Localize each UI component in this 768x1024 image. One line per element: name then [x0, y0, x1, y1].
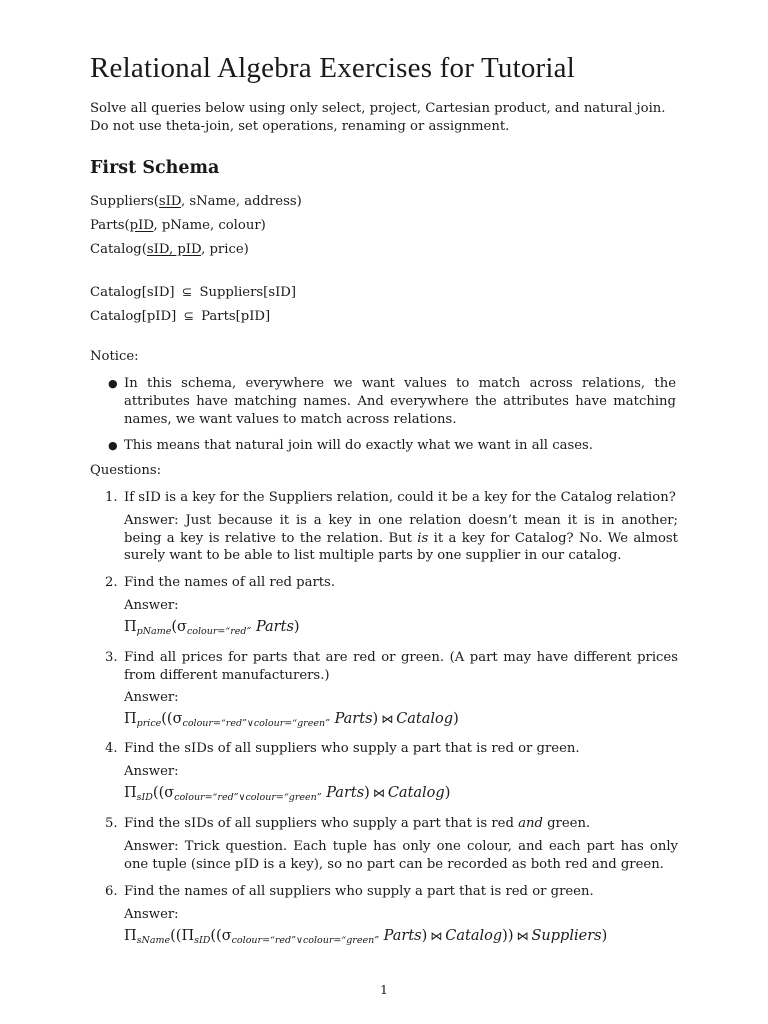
question-3 [105, 649, 678, 684]
paren: ) [372, 711, 379, 727]
question-text-part: green. [542, 816, 591, 831]
answer-label-3: Answer: [124, 690, 179, 705]
natural-join-symbol: ⋈ [372, 786, 385, 800]
natural-join-symbol: ⋈ [381, 712, 394, 726]
key-attribute: sID [158, 194, 181, 209]
constraint-1 [90, 283, 296, 302]
answer-1 [124, 512, 678, 565]
constraint-left: Catalog[pID] [90, 309, 177, 324]
intro-paragraph: Solve all queries below using only select, project, Cartesian product, and natural join. Do not use theta-join, set operations, renaming or assignment. [90, 101, 666, 134]
subset-symbol: ⊆ [181, 284, 193, 299]
schema-catalog: Catalog(sID, pID, price) [90, 242, 249, 257]
selection-condition: colour=“red”∨colour=“green” [182, 718, 330, 729]
question-number: 2. [105, 575, 118, 590]
question-text: If sID is a key for the Suppliers relation, could it be a key for the Catalog relation? [124, 490, 676, 505]
selection-condition: colour=“red” [186, 626, 252, 637]
question-text: Find all prices for parts that are red or green. (A part may have different prices from different manufacturers.) [124, 650, 678, 683]
relation-name: Suppliers [90, 194, 154, 209]
relation: Catalog [445, 928, 503, 944]
answer-text: Answer: Just because it is a key in one relation doesn’t mean it is in another; being a key is relative to the relation. But [124, 513, 678, 546]
projection-symbol: Π [181, 928, 195, 944]
question-text: Find the sIDs of all suppliers who supply a part that is red or green. [124, 741, 580, 756]
formula-4 [124, 785, 450, 803]
question-5 [105, 815, 678, 833]
projection-symbol: Π [124, 928, 137, 944]
relation: Parts [326, 785, 365, 801]
paren: (( [161, 711, 173, 727]
selection-symbol: σ [172, 711, 183, 727]
constraint-2 [90, 307, 270, 326]
selection-condition: colour=“red”∨colour=“green” [174, 792, 322, 803]
answer-label-6: Answer: [124, 907, 179, 922]
paren: ) [421, 928, 428, 944]
paren: (( [170, 928, 182, 944]
relation: Parts [255, 619, 294, 635]
answer-label-2: Answer: [124, 598, 179, 613]
projection-attrs: sID [136, 792, 153, 803]
relation-name: Parts [90, 218, 125, 233]
answer-label-4: Answer: [124, 764, 179, 779]
selection-symbol: σ [164, 785, 175, 801]
question-2 [105, 574, 678, 592]
questions-label: Questions: [90, 463, 162, 478]
selection-symbol: σ [177, 619, 187, 635]
bullet-text: This means that natural join will do exactly what we want in all cases. [124, 438, 593, 453]
question-6 [105, 883, 678, 901]
notice-label: Notice: [90, 349, 139, 364]
paren: )) [502, 928, 514, 944]
paren: ) [453, 711, 459, 727]
key-attribute: sID, pID [146, 242, 202, 257]
projection-symbol: Π [124, 785, 137, 801]
page-number: 1 [380, 982, 388, 997]
constraint-left: Catalog[sID] [90, 285, 175, 300]
paren: (( [210, 928, 222, 944]
constraint-right: Suppliers[sID] [199, 285, 297, 300]
relation: Suppliers [531, 928, 602, 944]
schema-heading: First Schema [90, 158, 220, 178]
paren: ) [293, 619, 300, 635]
paren: ) [601, 928, 608, 944]
notice-bullet-2 [108, 437, 676, 455]
other-attributes: , pName, colour) [153, 218, 266, 233]
answer-5: Answer: Trick question. Each tuple has only one colour, and each part has only one tuple (since pID is a key), so no part can be recorded as both red and green. [124, 839, 678, 872]
paren: (( [152, 785, 165, 801]
question-number: 3. [105, 650, 118, 665]
projection-symbol: Π [124, 619, 137, 635]
other-attributes: , sName, address) [180, 194, 302, 209]
bullet-text: In this schema, everywhere we want values to match across relations, the attributes have matching names. And everywhere the attributes have matching names, we want values to match across relations. [124, 376, 676, 427]
schema-suppliers: Suppliers(sID, sName, address) [90, 194, 302, 209]
other-attributes: , price) [201, 242, 249, 257]
formula-6 [124, 928, 607, 946]
relation-name: Catalog [90, 242, 142, 257]
formula-3 [124, 711, 459, 729]
relation: Parts [383, 928, 422, 944]
bullet-icon: ● [108, 439, 118, 452]
question-number: 4. [105, 741, 118, 756]
natural-join-symbol: ⋈ [516, 929, 529, 943]
relation: Catalog [387, 785, 445, 801]
relation: Catalog [396, 711, 454, 727]
selection-symbol: σ [221, 928, 232, 944]
natural-join-symbol: ⋈ [430, 929, 443, 943]
question-text [124, 815, 678, 833]
paren: ) [444, 785, 451, 801]
selection-condition: colour=“red”∨colour=“green” [231, 935, 380, 946]
question-text: Find the names of all suppliers who supply a part that is red or green. [124, 884, 594, 899]
question-4 [105, 740, 678, 758]
question-emphasis: and [518, 816, 543, 831]
notice-bullet-1 [108, 375, 676, 429]
relation: Parts [334, 711, 373, 727]
bullet-icon: ● [108, 377, 118, 390]
subset-symbol: ⊆ [183, 308, 194, 323]
question-1 [105, 489, 678, 507]
paren: ( [171, 619, 178, 635]
projection-attrs: price [136, 718, 162, 729]
question-number: 6. [105, 884, 118, 899]
answer-text: it a key for Catalog? No. We almost surely want to be able to list multiple parts by one supplier in our catalog. [124, 530, 678, 563]
question-number: 1. [105, 490, 118, 505]
key-attribute: pID [129, 218, 154, 233]
question-text: Find the names of all red parts. [124, 575, 336, 590]
projection-attrs: pName [136, 626, 172, 637]
question-number: 5. [105, 816, 118, 831]
projection-attrs: sName [136, 935, 171, 946]
projection-symbol: Π [124, 711, 137, 727]
constraint-right: Parts[pID] [201, 309, 271, 324]
answer-emphasis: is [417, 530, 429, 546]
schema-parts: Parts(pID, pName, colour) [90, 218, 266, 233]
projection-attrs: sID [194, 935, 211, 946]
page-title: Relational Algebra Exercises for Tutorial [90, 52, 575, 84]
formula-2 [124, 619, 300, 637]
paren: ) [364, 785, 370, 801]
question-text-part: Find the sIDs of all suppliers who supply a part that is red [124, 816, 519, 831]
